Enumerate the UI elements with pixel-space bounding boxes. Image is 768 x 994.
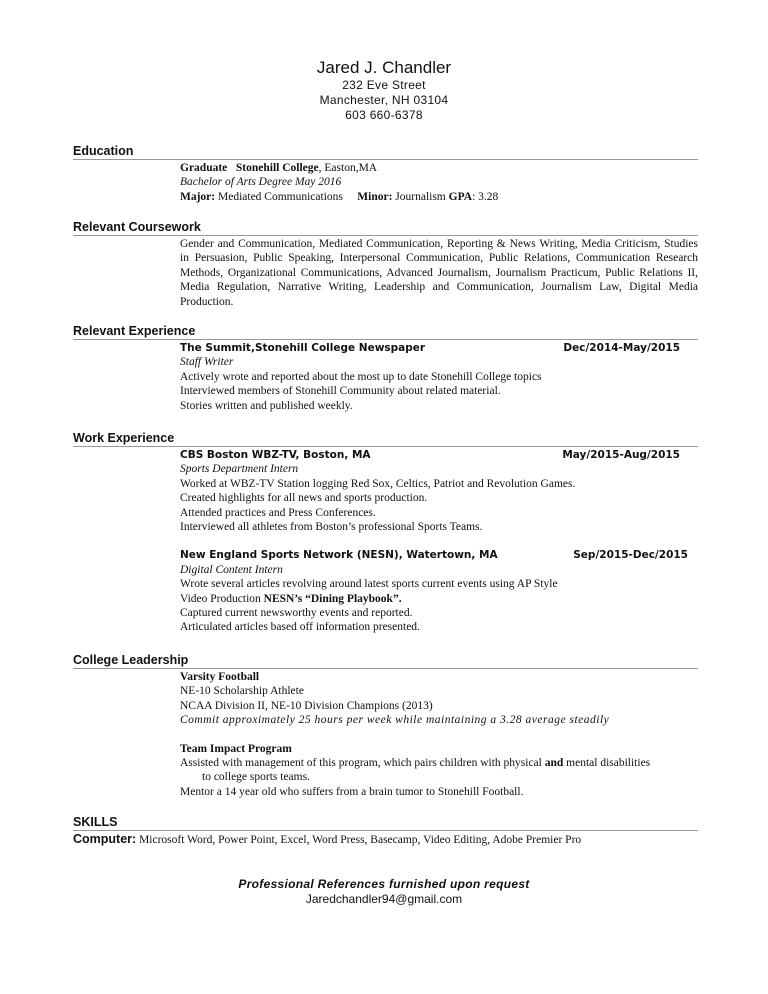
list-item-text: Assisted with management of this program, which pairs children with physical [180, 757, 545, 770]
coursework-list: Gender and Communication, Mediated Communication, Reporting & News Writing, Media Criticism, Studies in Persuasion, Public Speaking, Interpersonal Communication, Public Relations, Communication Research Methods, Organizational Communications, Advanced Journalism, Journalism Practicum, Public Relations II, Media Regulation, Narrative Writing, Leadership and Communication, Journalism Law, Digital Media Production. [180, 238, 698, 308]
list-item: Actively wrote and reported about the most up to date Stonehill College topics [180, 370, 542, 383]
college-leadership-section [73, 653, 698, 799]
work-experience-section [73, 431, 698, 635]
list-item-emphasis: and [544, 757, 564, 770]
job-role: Digital Content Intern [180, 563, 283, 576]
section-title: Work Experience [73, 431, 698, 447]
job-role: Staff Writer [180, 356, 234, 369]
list-item: Attended practices and Press Conferences. [180, 506, 376, 519]
resume-header [0, 58, 768, 123]
section-title: College Leadership [73, 653, 698, 669]
skills-list: Microsoft Word, Power Point, Excel, Word Press, Basecamp, Video Editing, Adobe Premier Pro [136, 834, 582, 846]
date-range: Dec/2014-May/2015 [563, 342, 680, 354]
section-title: Education [73, 144, 698, 160]
section-title: Relevant Coursework [73, 220, 698, 236]
gpa-label: GPA [448, 190, 473, 203]
coursework-section [73, 220, 698, 309]
date-range: Sep/2015-Dec/2015 [573, 549, 688, 562]
degree-program: Bachelor of Arts Degree May 2016 [180, 176, 342, 189]
relevant-experience-section [73, 324, 698, 413]
list-item: Commit approximately 25 hours per week while maintaining a 3.28 average steadily [180, 714, 610, 727]
computer-skills [73, 832, 698, 847]
street-address: 232 Eve Street [342, 78, 426, 92]
list-item-text: mental disabilities [563, 757, 651, 770]
section-title: SKILLS [73, 815, 698, 831]
city-state-zip: Manchester, NH 03104 [319, 93, 449, 107]
list-item-text: Video Production [180, 592, 264, 605]
resume-footer [0, 877, 768, 907]
school-name: Stonehill College [235, 162, 319, 174]
list-item: NE-10 Scholarship Athlete [180, 685, 304, 698]
list-item: Wrote several articles revolving around latest sports current events using AP Style [180, 578, 558, 591]
education-school-line [180, 161, 698, 175]
job-header [180, 448, 698, 462]
education-section [73, 144, 698, 204]
email-address: Jaredchandler94@gmail.com [305, 892, 463, 906]
organization: New England Sports Network (NESN), Watertown, MA [180, 549, 498, 562]
list-item: Mentor a 14 year old who suffers from a brain tumor to Stonehill Football. [180, 785, 524, 798]
major-value: Mediated Communications [218, 190, 343, 203]
degree-status: Graduate [180, 162, 228, 174]
minor-label: Minor: [357, 190, 393, 203]
organization: The Summit,Stonehill College Newspaper [180, 342, 426, 354]
list-item: Interviewed members of Stonehill Community about related material. [180, 385, 501, 398]
list-item: Articulated articles based off information presented. [180, 621, 420, 634]
organization: CBS Boston WBZ-TV, Boston, MA [180, 449, 371, 461]
minor-value: Journalism [395, 190, 446, 203]
activity-name: Varsity Football [180, 671, 260, 683]
skills-section [73, 815, 698, 847]
candidate-name: Jared J. Chandler [316, 58, 452, 77]
section-title: Relevant Experience [73, 324, 698, 340]
school-location: , Easton,MA [318, 162, 378, 174]
skills-label: Computer: [73, 832, 137, 846]
job-role: Sports Department Intern [180, 463, 299, 476]
list-item: NCAA Division II, NE-10 Division Champions (2013) [180, 699, 433, 712]
activity-name: Team Impact Program [180, 742, 292, 755]
job-header [180, 341, 698, 355]
phone-number: 603 660-6378 [345, 108, 423, 122]
major-label: Major: [180, 190, 216, 203]
list-item [180, 592, 698, 606]
date-range: May/2015-Aug/2015 [562, 449, 680, 461]
show-title: NESN’s “Dining Playbook”. [263, 592, 402, 605]
major-minor-line [180, 190, 698, 204]
list-item: Worked at WBZ-TV Station logging Red Sox, Celtics, Patriot and Revolution Games. [180, 477, 576, 490]
list-item: to college sports teams. [202, 771, 310, 784]
gpa-value: : 3.28 [472, 190, 499, 203]
list-item: Stories written and published weekly. [180, 399, 353, 412]
list-item: Captured current newsworthy events and reported. [180, 607, 413, 620]
job-header [180, 548, 698, 562]
references-note: Professional References furnished upon request [238, 877, 530, 891]
list-item: Interviewed all athletes from Boston’s professional Sports Teams. [180, 521, 483, 534]
list-item: Created highlights for all news and sports production. [180, 492, 428, 505]
list-item [180, 756, 698, 770]
